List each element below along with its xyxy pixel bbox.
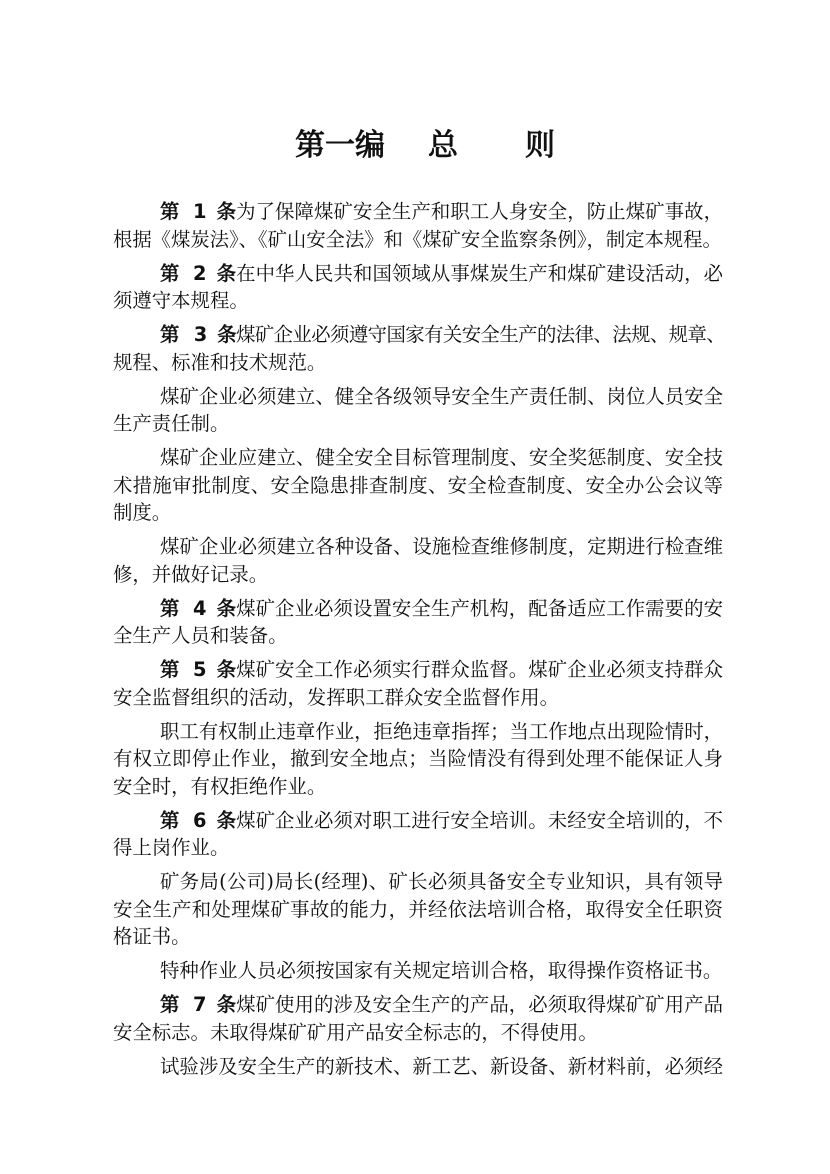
article-6-clause-paragraph (113, 957, 723, 985)
paragraph-line (113, 595, 723, 623)
paragraph-line: 全生产人员和装备。 (113, 624, 288, 647)
paragraph-line (113, 260, 723, 288)
article-number: 第 7 条 (160, 993, 236, 1016)
paragraph-line: 特种作业人员必须按国家有关规定培训合格，取得操作资格证书。 (160, 959, 723, 982)
article-3-clause-paragraph (113, 533, 723, 588)
article-number: 第 5 条 (160, 658, 236, 681)
paragraph-line (113, 198, 723, 226)
paragraph-line: 生产责任制。 (113, 412, 230, 435)
article-4-paragraph (113, 595, 723, 650)
title-part-general: 总 (428, 128, 458, 163)
line-text: 煤矿安全工作必须实行群众监督。煤矿企业必须支持群众 (236, 658, 723, 681)
paragraph-line: 煤矿企业必须建立、健全各级领导安全生产责任制、岗位人员安全 (160, 384, 723, 408)
paragraph-line: 职工有权制止违章作业，拒绝违章指挥；当工作地点出现险情时， (160, 719, 723, 743)
title-part-part-number: 第一编 (295, 128, 385, 163)
article-5-clause-paragraph (113, 718, 723, 801)
article-number: 第 1 条 (160, 200, 236, 223)
paragraph-line: 修，并做好记录。 (113, 562, 269, 586)
paragraph-line: 安全时，有权拒绝作业。 (113, 774, 327, 798)
line-text: 煤矿企业必须设置安全生产机构，配备适应工作需要的安 (236, 596, 723, 620)
article-7-clause-paragraph (113, 1053, 723, 1081)
article-7-paragraph (113, 991, 723, 1046)
paragraph-line: 格证书。 (113, 925, 191, 948)
paragraph-line: 煤矿企业必须建立各种设备、设施检查维修制度，定期进行检查维 (160, 535, 723, 558)
article-number: 第 6 条 (160, 808, 236, 832)
article-3-clause-paragraph (113, 383, 723, 438)
paragraph-line: 规程、标准和技术规范。 (113, 350, 327, 374)
paragraph-line (113, 991, 723, 1019)
paragraph-line: 得上岗作业。 (113, 836, 230, 859)
paragraph-line: 根据《煤炭法》、《矿山安全法》和《煤矿安全监察条例》，制定本规程。 (113, 227, 722, 251)
article-6-paragraph (113, 807, 723, 862)
paragraph-line: 有权立即停止作业，撤到安全地点；当险情没有得到处理不能保证人身 (113, 747, 723, 770)
article-3-clause-paragraph (113, 444, 723, 527)
paragraph-line: 须遵守本规程。 (113, 289, 249, 312)
line-text: 煤矿企业必须遵守国家有关安全生产的法律、法规、规章、 (236, 323, 726, 346)
line-text: 为了保障煤矿安全生产和职工人身安全，防止煤矿事故， (236, 200, 723, 223)
paragraph-line: 试验涉及安全生产的新技术、新工艺、新设备、新材料前，必须经 (160, 1054, 723, 1078)
article-5-paragraph (113, 656, 723, 711)
line-text: 煤矿企业必须对职工进行安全培训。未经安全培训的，不 (236, 808, 723, 832)
paragraph-line: 术措施审批制度、安全隐患排查制度、安全检查制度、安全办公会议等 (113, 473, 723, 497)
line-text: 煤矿使用的涉及安全生产的产品，必须取得煤矿矿用产品 (236, 993, 723, 1016)
article-6-clause-paragraph (113, 868, 723, 951)
article-number: 第 4 条 (160, 596, 236, 620)
line-text: 在中华人民共和国领域从事煤炭生产和煤矿建设活动，必 (236, 261, 723, 285)
article-number: 第 2 条 (160, 261, 236, 285)
paragraph-line (113, 807, 723, 835)
page-title (0, 124, 830, 168)
title-part-rules: 则 (525, 128, 555, 163)
paragraph-line: 安全标志。未取得煤矿矿用产品安全标志的，不得使用。 (113, 1020, 598, 1044)
document-body (113, 198, 726, 1087)
article-number: 第 3 条 (160, 323, 236, 346)
paragraph-line: 安全生产和处理煤矿事故的能力，并经依法培训合格，取得安全任职资 (113, 897, 723, 921)
article-1-paragraph (113, 198, 723, 253)
article-3-paragraph (113, 321, 726, 376)
paragraph-line: 安全监督组织的活动，发挥职工群众安全监督作用。 (113, 685, 559, 709)
paragraph-line (113, 656, 723, 684)
paragraph-line (113, 321, 726, 349)
paragraph-line: 矿务局(公司)局长(经理)、矿长必须具备安全专业知识，具有领导 (160, 870, 723, 893)
article-2-paragraph (113, 260, 723, 315)
paragraph-line: 制度。 (113, 501, 172, 524)
paragraph-line: 煤矿企业应建立、健全安全目标管理制度、安全奖惩制度、安全技 (160, 446, 723, 469)
